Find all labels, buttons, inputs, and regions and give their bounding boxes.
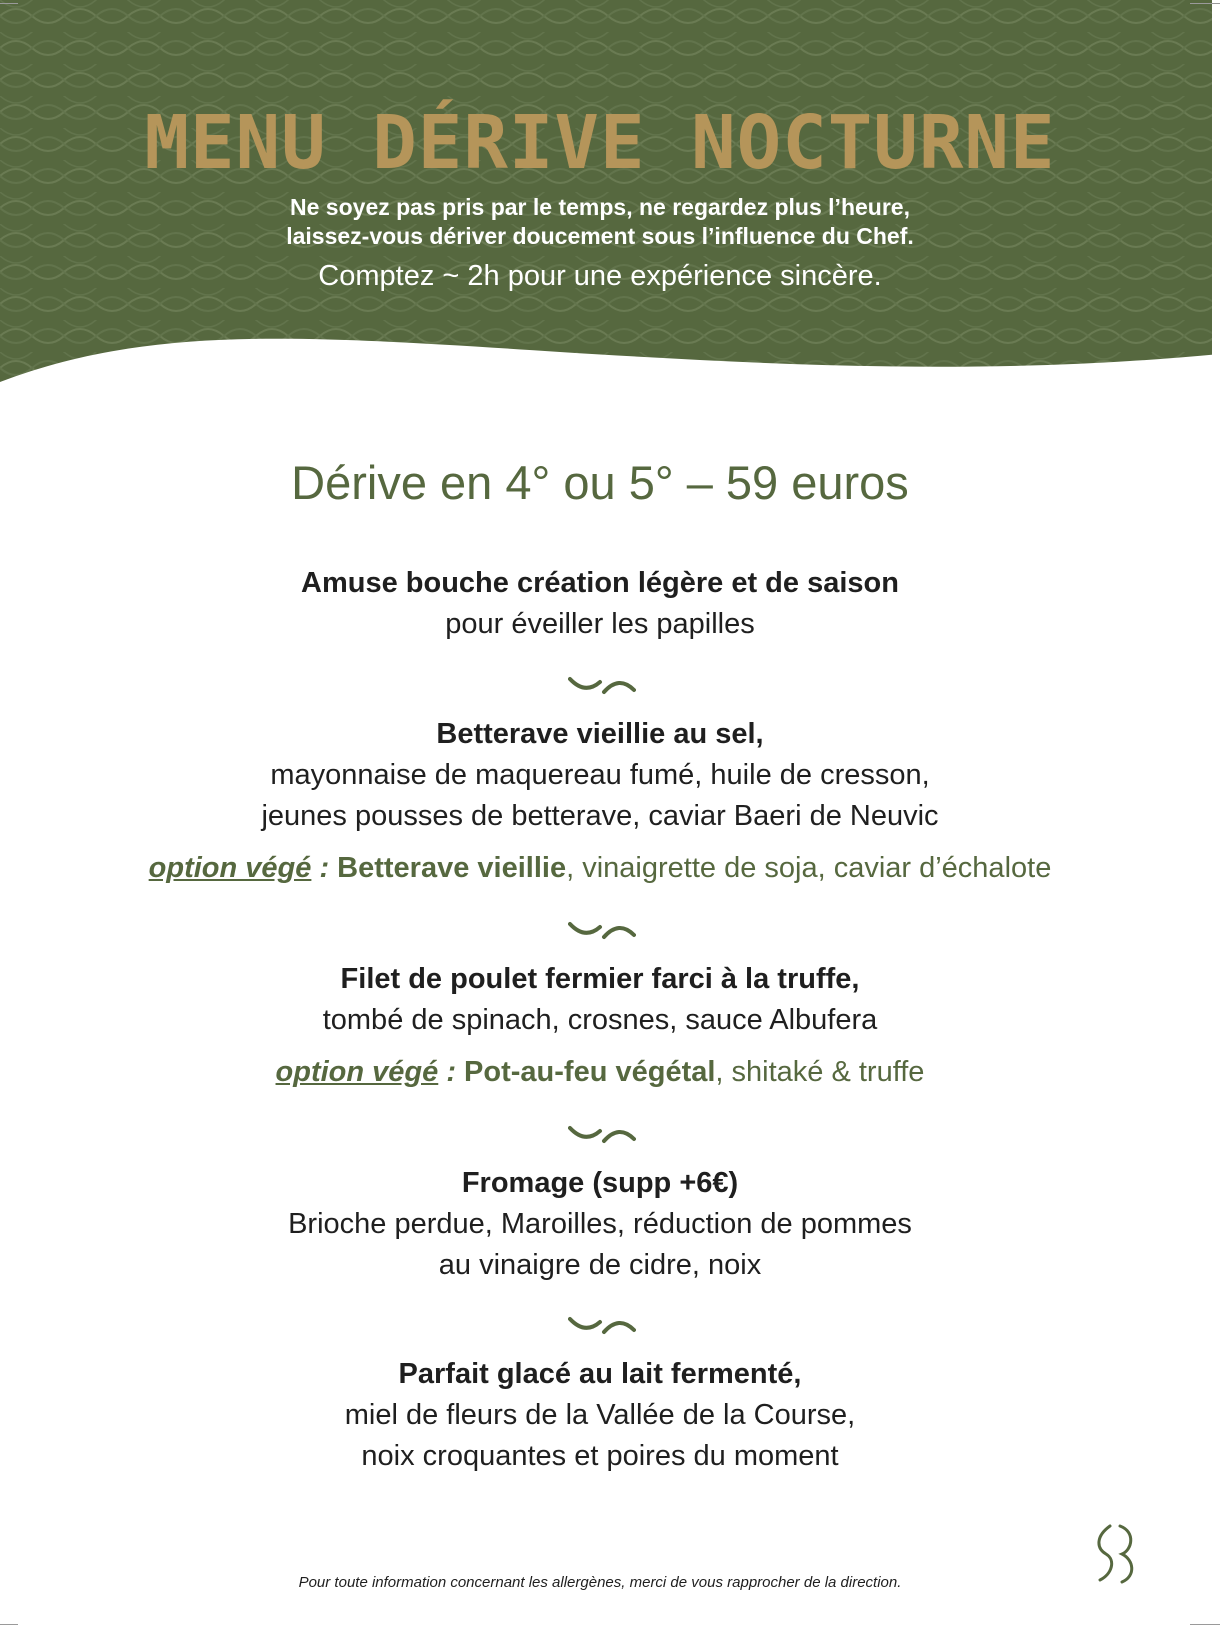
crop-mark bbox=[0, 1624, 18, 1625]
course-fromage bbox=[0, 1163, 1200, 1286]
course-title: Amuse bouche création légère et de saison bbox=[301, 567, 899, 599]
header-band bbox=[0, 0, 1212, 385]
course-description: pour éveiller les papilles bbox=[445, 608, 755, 640]
course-title: Betterave vieillie au sel, bbox=[436, 718, 764, 750]
vegetarian-option-1 bbox=[0, 852, 1200, 885]
option-dish-details: , shitaké & truffe bbox=[715, 1056, 925, 1088]
course-betterave bbox=[0, 714, 1200, 837]
menu-title: MENU DÉRIVE NOCTURNE bbox=[144, 100, 1056, 186]
crop-mark bbox=[0, 3, 18, 4]
menu-price: Dérive en 4° ou 5° – 59 euros bbox=[291, 456, 909, 509]
course-title: Fromage (supp +6€) bbox=[461, 1167, 739, 1199]
course-poulet bbox=[0, 959, 1200, 1041]
course-description: jeunes pousses de betterave, caviar Baeri de Neuvic bbox=[261, 800, 939, 832]
course-description: Brioche perdue, Maroilles, réduction de pommes bbox=[288, 1208, 912, 1240]
duration-text: Comptez ~ 2h pour une expérience sincère. bbox=[318, 260, 882, 292]
option-label: option végé bbox=[275, 1056, 439, 1088]
crop-mark bbox=[1190, 1624, 1220, 1625]
tagline-line-2: laissez-vous dériver doucement sous l’influence du Chef. bbox=[286, 223, 914, 249]
wave-separator-icon bbox=[568, 1122, 636, 1144]
course-description: tombé de spinach, crosnes, sauce Albufera bbox=[322, 1004, 878, 1036]
tagline-line-1: Ne soyez pas pris par le temps, ne regardez plus l’heure, bbox=[290, 194, 910, 220]
wave-separator-icon bbox=[568, 673, 636, 695]
course-title: Filet de poulet fermier farci à la truffe, bbox=[340, 963, 860, 995]
option-colon: : bbox=[311, 852, 330, 884]
course-description: au vinaigre de cidre, noix bbox=[438, 1249, 762, 1281]
course-description: mayonnaise de maquereau fumé, huile de cresson, bbox=[270, 759, 930, 791]
course-title: Parfait glacé au lait fermenté, bbox=[398, 1358, 802, 1390]
option-label: option végé bbox=[148, 852, 312, 884]
course-dessert bbox=[0, 1354, 1200, 1477]
course-description: miel de fleurs de la Vallée de la Course, bbox=[344, 1399, 856, 1431]
option-dish-name: Pot-au-feu végétal bbox=[464, 1056, 716, 1088]
wave-separator-icon bbox=[568, 1313, 636, 1335]
tagline bbox=[0, 193, 1200, 251]
course-description: noix croquantes et poires du moment bbox=[361, 1440, 839, 1472]
course-amuse-bouche bbox=[0, 563, 1200, 645]
crop-mark bbox=[1190, 3, 1220, 4]
option-dish-name: Betterave vieillie bbox=[337, 852, 567, 884]
header-wave-edge bbox=[0, 330, 1220, 400]
vegetarian-option-2 bbox=[0, 1056, 1200, 1089]
allergen-footnote: Pour toute information concernant les allergènes, merci de vous rapprocher de la direction. bbox=[298, 1574, 902, 1591]
option-dish-details: , vinaigrette de soja, caviar d’échalote bbox=[566, 852, 1052, 884]
wave-separator-icon bbox=[568, 918, 636, 940]
option-colon: : bbox=[438, 1056, 456, 1088]
